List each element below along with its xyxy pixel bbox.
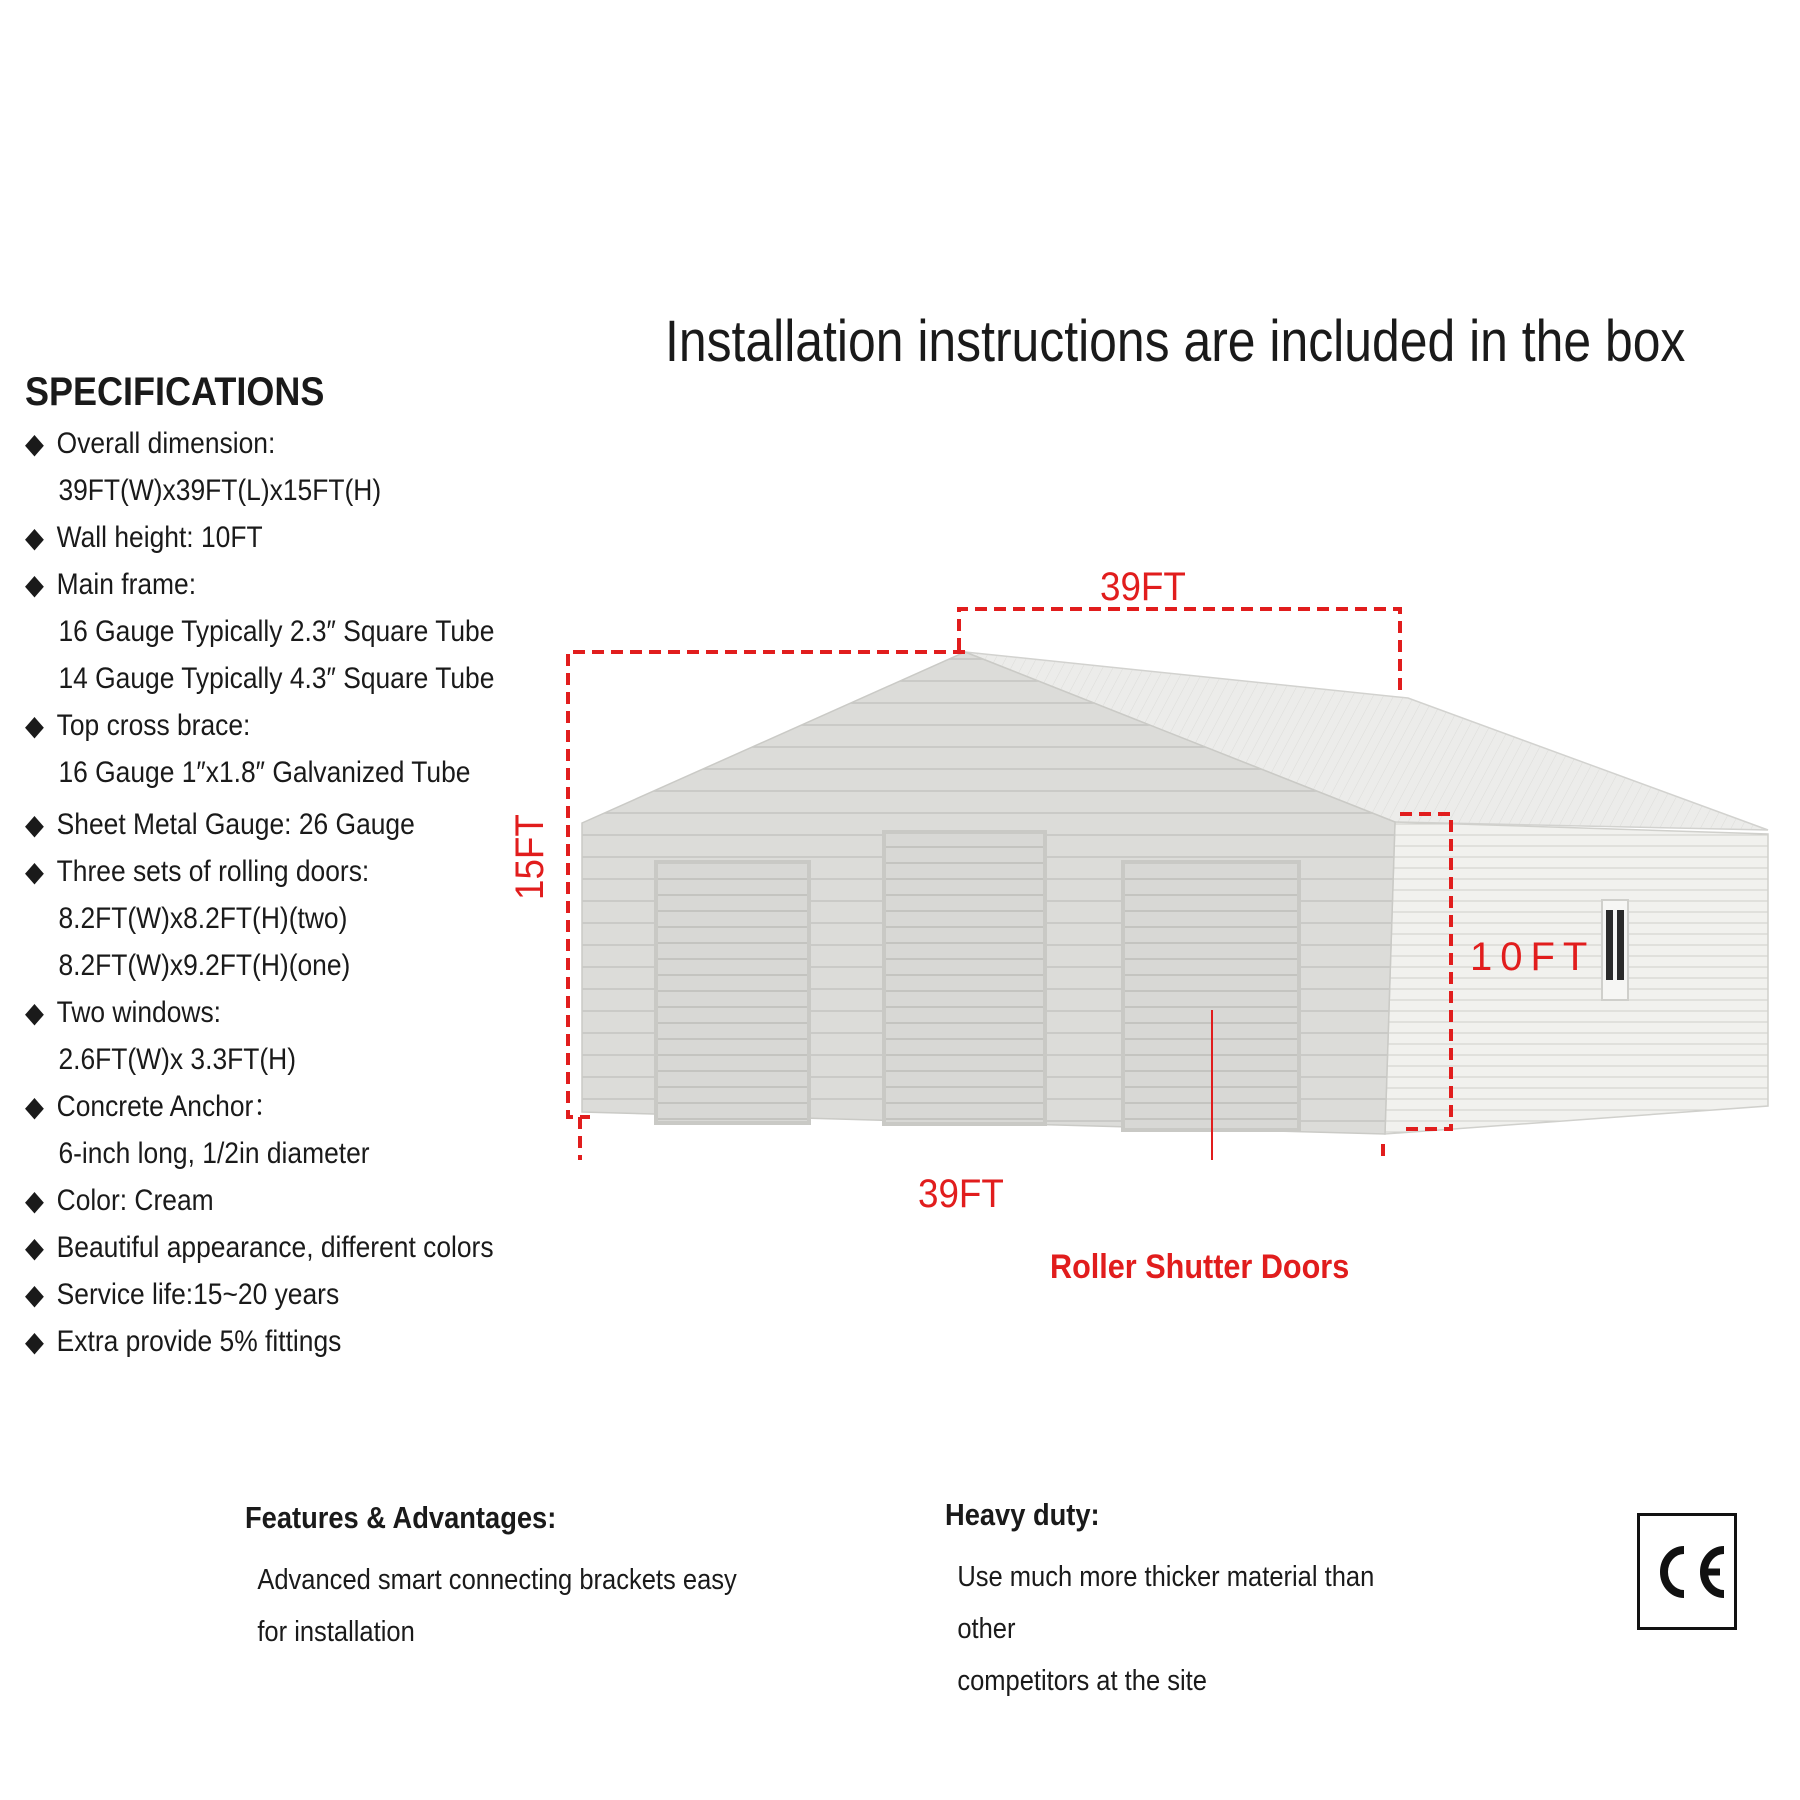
features-body-line: Advanced smart connecting brackets easy bbox=[257, 1564, 737, 1596]
spec-text: Color: Cream bbox=[56, 1184, 214, 1217]
diamond-bullet-icon: ◆ bbox=[25, 1326, 44, 1357]
spec-detail bbox=[25, 895, 518, 942]
spec-item bbox=[25, 702, 518, 749]
spec-text: Extra provide 5% fittings bbox=[56, 1325, 342, 1358]
diamond-bullet-icon: ◆ bbox=[25, 1091, 44, 1122]
features-heading: Features & Advantages: bbox=[245, 1500, 557, 1535]
spec-item bbox=[25, 561, 518, 608]
spec-detail bbox=[25, 655, 518, 702]
spec-text: 14 Gauge Typically 4.3″ Square Tube bbox=[58, 662, 495, 695]
diamond-bullet-icon: ◆ bbox=[25, 710, 44, 741]
diamond-bullet-icon: ◆ bbox=[25, 997, 44, 1028]
spec-detail bbox=[25, 1036, 518, 1083]
heavy-duty-body-line: competitors at the site bbox=[957, 1665, 1207, 1697]
spec-item bbox=[25, 1083, 518, 1130]
roller-shutter-doors-callout: Roller Shutter Doors bbox=[1050, 1248, 1350, 1286]
spec-text: 16 Gauge 1″x1.8″ Galvanized Tube bbox=[58, 756, 471, 789]
building-diagram bbox=[500, 560, 1800, 1160]
spec-text: 39FT(W)x39FT(L)x15FT(H) bbox=[58, 474, 382, 507]
spec-text: Sheet Metal Gauge: 26 Gauge bbox=[56, 808, 415, 841]
spec-text: 16 Gauge Typically 2.3″ Square Tube bbox=[58, 615, 495, 648]
spec-text: Beautiful appearance, different colors bbox=[56, 1231, 494, 1264]
heavy-duty-body bbox=[945, 1551, 1438, 1707]
heavy-duty-heading: Heavy duty: bbox=[945, 1497, 1100, 1532]
spec-item bbox=[25, 420, 518, 467]
spec-detail bbox=[25, 467, 518, 514]
diamond-bullet-icon: ◆ bbox=[25, 1232, 44, 1263]
dimension-label-height: 15FT bbox=[508, 814, 552, 900]
features-body bbox=[245, 1554, 738, 1658]
side-window bbox=[1602, 900, 1628, 1000]
spec-text: Concrete Anchor： bbox=[56, 1090, 280, 1123]
spec-detail bbox=[25, 608, 518, 655]
spec-item bbox=[25, 801, 518, 848]
diamond-bullet-icon: ◆ bbox=[25, 522, 44, 553]
rolling-door-left bbox=[656, 862, 809, 1123]
spec-item bbox=[25, 514, 518, 561]
spec-text: Overall dimension: bbox=[56, 427, 276, 460]
headline: Installation instructions are included in the box bbox=[665, 309, 1686, 374]
spec-detail bbox=[25, 942, 518, 989]
spec-item bbox=[25, 1224, 518, 1271]
spec-item bbox=[25, 1177, 518, 1224]
spec-text: 6-inch long, 1/2in diameter bbox=[58, 1137, 370, 1170]
features-body-line: for installation bbox=[257, 1616, 415, 1648]
ce-mark-logo bbox=[1637, 1513, 1737, 1630]
ce-mark-icon bbox=[1640, 1516, 1734, 1627]
dimension-label-wall: 10FT bbox=[1470, 935, 1596, 979]
diamond-bullet-icon: ◆ bbox=[25, 569, 44, 600]
spec-item bbox=[25, 989, 518, 1036]
spec-item bbox=[25, 1271, 518, 1318]
dimension-label-top: 39FT bbox=[1100, 565, 1186, 609]
spec-item bbox=[25, 1318, 518, 1365]
spec-text: Wall height: 10FT bbox=[56, 521, 263, 554]
spec-text: Two windows: bbox=[56, 996, 222, 1029]
heavy-duty bbox=[945, 1497, 1438, 1707]
diamond-bullet-icon: ◆ bbox=[25, 1279, 44, 1310]
diamond-bullet-icon: ◆ bbox=[25, 856, 44, 887]
spec-text: 2.6FT(W)x 3.3FT(H) bbox=[58, 1043, 297, 1076]
spec-detail bbox=[25, 1130, 518, 1177]
specifications-title: SPECIFICATIONS bbox=[25, 370, 325, 414]
rolling-door-center bbox=[884, 832, 1045, 1124]
features-advantages bbox=[245, 1500, 738, 1658]
dimension-label-bottom: 39FT bbox=[918, 1172, 1004, 1216]
spec-text: 8.2FT(W)x8.2FT(H)(two) bbox=[58, 902, 348, 935]
spec-text: 8.2FT(W)x9.2FT(H)(one) bbox=[58, 949, 351, 982]
diamond-bullet-icon: ◆ bbox=[25, 428, 44, 459]
heavy-duty-body-line: Use much more thicker material than other bbox=[957, 1561, 1375, 1645]
spec-text: Main frame: bbox=[56, 568, 197, 601]
spec-text: Top cross brace: bbox=[56, 709, 251, 742]
spec-item bbox=[25, 848, 518, 895]
spec-detail bbox=[25, 749, 518, 796]
spec-text: Three sets of rolling doors: bbox=[56, 855, 370, 888]
diamond-bullet-icon: ◆ bbox=[25, 1185, 44, 1216]
diamond-bullet-icon: ◆ bbox=[25, 809, 44, 840]
spec-text: Service life:15~20 years bbox=[56, 1278, 340, 1311]
